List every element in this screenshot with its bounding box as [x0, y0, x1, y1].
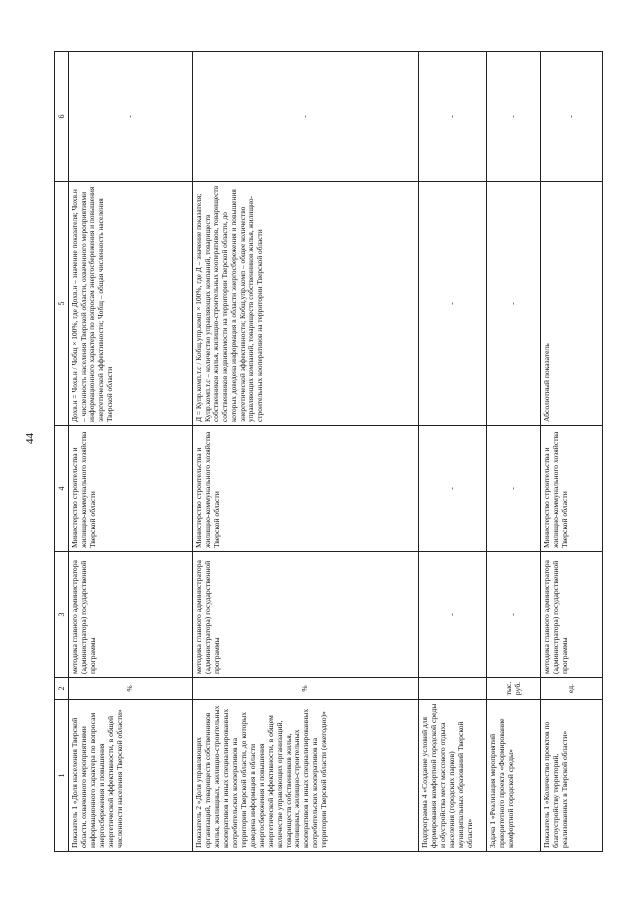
unit: %: [69, 678, 193, 700]
note: -: [193, 52, 419, 182]
rotated-table-container: [54, 52, 602, 852]
formula: -: [487, 182, 541, 426]
page-number: 44: [24, 433, 36, 444]
unit: тыс. руб.: [487, 678, 541, 700]
note: -: [487, 52, 541, 182]
formula: Абсолютный показатель: [541, 182, 603, 426]
header-col-3: 3: [55, 552, 69, 678]
formula: Дохв.н = Чохв.н / Чобщ × 100%, где Дохв.н – значение показателя; Чохв.н – численность населения Тверской области, охваченного мероприятиями информационного характера по вопросам энергосбережения и повышения энергетической эффективности; Чобщ – общая численность населения Тверской области: [69, 182, 193, 426]
indicator-name: Показатель 1 «Количество проектов по благоустройству территорий, реализованных в Тверской области»: [541, 700, 603, 852]
table-row: [69, 52, 193, 852]
note: -: [419, 52, 487, 182]
header-col-4: 4: [55, 426, 69, 552]
source: -: [419, 426, 487, 552]
header-row: [55, 52, 69, 852]
source: -: [487, 426, 541, 552]
table-row: [487, 52, 541, 852]
header-col-1: 1: [55, 700, 69, 852]
unit: ед.: [541, 678, 603, 700]
method: -: [419, 552, 487, 678]
unit: [419, 678, 487, 700]
indicator-name: Задача 1 «Реализация мероприятий приоритетного проекта «Формирование комфортной городской среды»: [487, 700, 541, 852]
header-col-5: 5: [55, 182, 69, 426]
method: методика главного администратора (администратора) государственной программы: [69, 552, 193, 678]
table-row: [193, 52, 419, 852]
unit: %: [193, 678, 419, 700]
header-col-2: 2: [55, 678, 69, 700]
indicator-name: Показатель 1 «Доля населения Тверской области, охваченного мероприятиями информационного характера по вопросам энергосбережения и повышения энергетической эффективности, в общей численности населения Тверской области»: [69, 700, 193, 852]
method: методика главного администратора (администратора) государственной программы: [193, 552, 419, 678]
formula: -: [419, 182, 487, 426]
source: Министерство строительства и жилищно-коммунального хозяйства Тверской области: [193, 426, 419, 552]
method: -: [487, 552, 541, 678]
indicator-name: Показатель 2 «Доля управляющих организаций, товариществ собственников жилья, жилищных, жилищно-строительных кооперативов и иных специализированных потребительских кооперативов на территории Тверской области, до которых доведена информация в области энергосбережения и повышения энергетической эффективности, в общем количестве управляющих организаций, товариществ собственников жилья, жилищных, жилищно-строительных кооперативов и иных специализированных потребительских кооперативов на территории Тверской области (ежегодно)»: [193, 700, 419, 852]
table-row: [419, 52, 487, 852]
source: Министерство строительства и жилищно-коммунального хозяйства Тверской области: [69, 426, 193, 552]
formula: Д = Купр.комп.т.с / Кобщ.упр.комп × 100%, где Д – значение показателя; Купр.комп.т.с – количество управляющих компаний, товариществ собственников жилья, жилищно-строительных кооперативов, товариществ собственников недвижимости на территории Тверской области, до которых доведена информация в области энергосбережения и повышения энергетической эффективности; Кобщ.упр.комп – общее количество управляющих компаний, товариществ собственников жилья, жилищно-строительных кооперативов на территории Тверской области: [193, 182, 419, 426]
indicator-name: Подпрограмма 4 «Создание условий для формирования комфортной городской среды и обустройства мест массового отдыха населения (городских парков) муниципальных образований Тверской области»: [419, 700, 487, 852]
table-row: [541, 52, 603, 852]
method: методика главного администратора (администратора) государственной программы: [541, 552, 603, 678]
indicators-table: [54, 51, 603, 852]
source: Министерство строительства и жилищно-коммунального хозяйства Тверской области: [541, 426, 603, 552]
note: -: [541, 52, 603, 182]
note: -: [69, 52, 193, 182]
header-col-6: 6: [55, 52, 69, 182]
